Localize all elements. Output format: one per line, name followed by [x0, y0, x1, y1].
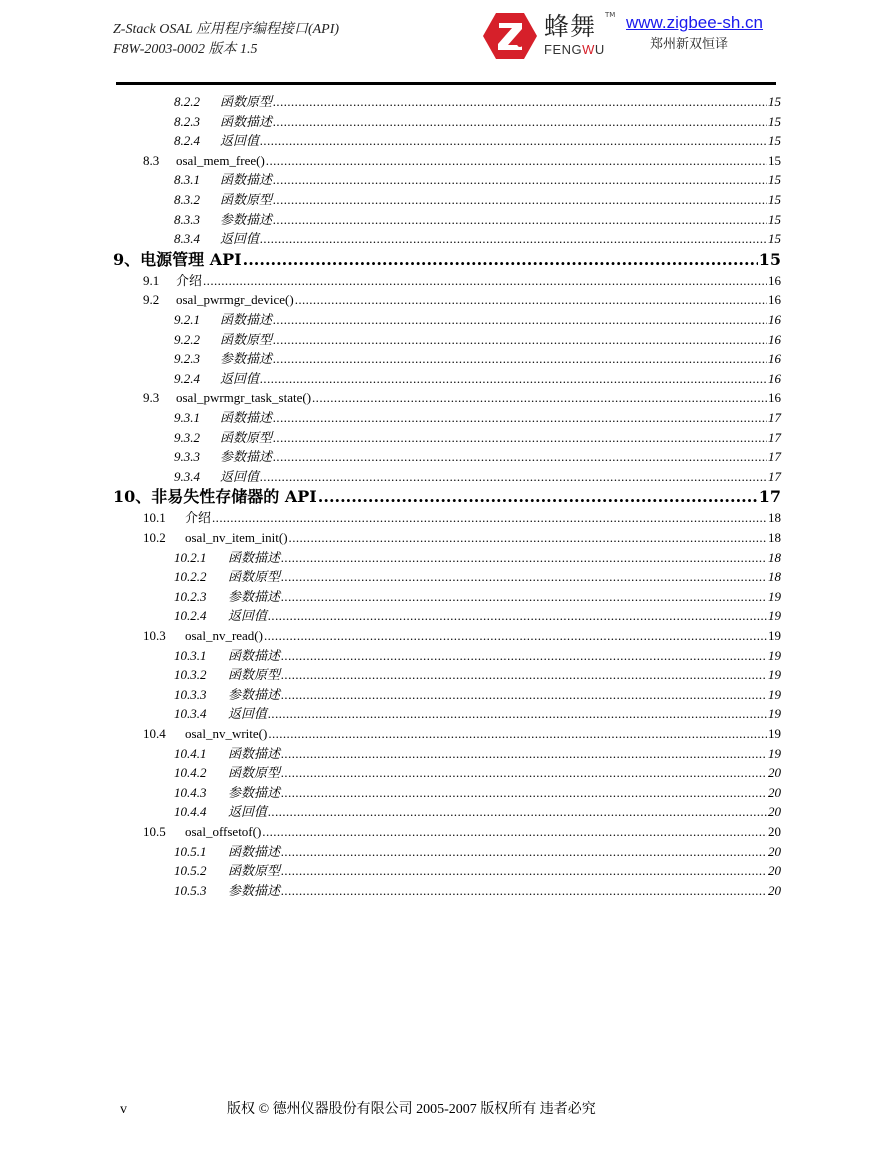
toc-entry-page: 15 [768, 192, 781, 207]
toc-chapter-entry[interactable] [113, 486, 781, 508]
toc-subsection-entry[interactable] [174, 862, 781, 880]
toc-section-entry[interactable] [143, 627, 781, 645]
toc-leader-dots [281, 588, 767, 606]
toc-entry-page: 16 [768, 351, 781, 367]
toc-entry-page: 19 [768, 628, 781, 643]
toc-entry-number: 10.3.4 [174, 706, 207, 722]
toc-entry-number: 10.4.4 [174, 804, 207, 820]
toc-leader-dots [260, 230, 767, 248]
toc-entry-title: 函数原型 [228, 569, 281, 585]
toc-entry-number: 8.2.4 [174, 133, 200, 149]
toc-entry-number: 8.3.1 [174, 172, 200, 188]
toc-entry-title: 参数描述 [228, 588, 281, 604]
toc-entry-title: osal_pwrmgr_device() [176, 292, 294, 308]
toc-entry-page: 19 [768, 608, 781, 624]
toc-entry-number: 10.3 [143, 628, 166, 643]
toc-entry-title: 返回值 [220, 231, 260, 247]
toc-leader-dots [273, 350, 767, 368]
translator-name: 郑州新双恒译 [650, 37, 729, 52]
toc-entry-page: 19 [768, 745, 781, 761]
toc-subsection-entry[interactable] [174, 409, 781, 427]
toc-entry-number: 9.2.1 [174, 312, 200, 327]
toc-entry-number: 10.3.2 [174, 667, 207, 683]
document-title: Z-Stack OSAL 应用程序编程接口(API) [113, 22, 340, 37]
toc-leader-dots [266, 152, 767, 170]
toc-leader-dots [264, 627, 767, 645]
toc-leader-dots [281, 764, 767, 782]
toc-entry-number: 10.5.1 [174, 843, 207, 859]
toc-entry-title: 返回值 [220, 370, 260, 386]
toc-entry-page: 19 [768, 667, 781, 683]
toc-entry-title: osal_nv_write() [185, 726, 268, 741]
toc-subsection-entry[interactable] [174, 607, 781, 625]
toc-leader-dots [312, 389, 767, 407]
page-number: v [120, 1102, 127, 1117]
toc-entry-title: 参数描述 [220, 211, 273, 227]
toc-entry-number: 10.2.2 [174, 569, 207, 585]
toc-entry-number: 10.3.3 [174, 686, 207, 702]
toc-entry-title: 非易失性存储器的 API [151, 487, 317, 507]
toc-leader-dots [281, 686, 767, 704]
toc-entry-title: 函数原型 [220, 331, 273, 347]
toc-entry-number: 8.3 [143, 152, 160, 168]
toc-entry-number: 10.4.3 [174, 784, 207, 800]
toc-subsection-entry[interactable] [174, 113, 781, 131]
logo-chinese-name: 蜂舞 [544, 12, 597, 41]
toc-entry-page: 19 [768, 686, 781, 702]
toc-entry-number: 9.2 [143, 292, 160, 308]
toc-entry-number: 9.3.2 [174, 429, 200, 445]
toc-entry-title: 函数描述 [228, 843, 281, 859]
toc-entry-page: 20 [768, 804, 781, 820]
toc-leader-dots [281, 784, 767, 802]
toc-entry-page: 17 [758, 487, 781, 507]
toc-entry-page: 18 [768, 510, 781, 526]
toc-chapter-entry[interactable] [113, 249, 781, 271]
toc-entry-title: 返回值 [228, 706, 268, 722]
toc-entry-number: 10.2.4 [174, 608, 207, 624]
toc-entry-number: 9.2.2 [174, 331, 200, 347]
toc-entry-title: osal_offsetof() [185, 824, 262, 839]
toc-subsection-entry[interactable] [174, 93, 781, 111]
toc-entry-number: 10.5.2 [174, 863, 207, 879]
toc-section-entry[interactable] [143, 823, 781, 841]
toc-entry-number: 10.4.2 [174, 765, 207, 781]
toc-entry-number: 8.2.2 [174, 94, 200, 109]
toc-entry-title: 函数原型 [220, 192, 273, 207]
toc-entry-title: 函数原型 [228, 667, 281, 683]
toc-entry-title: osal_pwrmgr_task_state() [176, 390, 312, 406]
toc-subsection-entry[interactable] [174, 331, 781, 349]
toc-entry-title: 函数描述 [220, 410, 273, 425]
toc-entry-title: 返回值 [228, 804, 268, 820]
toc-entry-page: 20 [768, 784, 781, 800]
toc-subsection-entry[interactable] [174, 230, 781, 248]
toc-entry-title: 参数描述 [228, 882, 281, 898]
toc-entry-page: 15 [768, 113, 781, 129]
toc-entry-page: 15 [768, 231, 781, 247]
fengwu-logo [482, 11, 620, 63]
toc-entry-title: 参数描述 [220, 351, 273, 367]
toc-leader-dots [268, 803, 767, 821]
toc-entry-page: 17 [768, 449, 781, 465]
toc-entry-page: 15 [758, 249, 781, 269]
toc-leader-dots [273, 409, 767, 427]
toc-entry-title: 函数描述 [228, 745, 281, 761]
toc-entry-title: 返回值 [220, 133, 260, 149]
toc-subsection-entry[interactable] [174, 588, 781, 606]
toc-subsection-entry[interactable] [174, 191, 781, 209]
toc-leader-dots [203, 272, 767, 290]
toc-entry-number: 10、 [113, 487, 152, 507]
document-version: F8W-2003-0002 版本 1.5 [113, 42, 258, 57]
header-divider [116, 82, 776, 85]
toc-entry-title: 函数原型 [228, 863, 281, 879]
toc-entry-page: 15 [768, 172, 781, 188]
toc-subsection-entry[interactable] [174, 171, 781, 189]
toc-leader-dots [273, 448, 767, 466]
toc-entry-number: 8.3.4 [174, 231, 200, 247]
logo-en-part: U [594, 42, 605, 57]
z-logo-icon [482, 11, 538, 61]
toc-subsection-entry[interactable] [174, 647, 781, 665]
toc-entry-number: 9.3.3 [174, 449, 200, 465]
toc-subsection-entry[interactable] [174, 549, 781, 567]
toc-entry-page: 16 [768, 390, 781, 406]
toc-section-entry[interactable] [143, 509, 781, 527]
toc-leader-dots [281, 549, 767, 567]
toc-leader-dots [281, 666, 767, 684]
toc-entry-number: 10.4.1 [174, 745, 207, 761]
toc-leader-dots [273, 171, 767, 189]
copyright-notice: 版权 © 德州仪器股份有限公司 2005-2007 版权所有 违者必究 [227, 1102, 596, 1117]
toc-entry-page: 16 [768, 370, 781, 386]
toc-leader-dots [281, 882, 767, 900]
toc-entry-page: 19 [768, 726, 781, 741]
toc-leader-dots [295, 291, 767, 309]
toc-entry-page: 20 [768, 863, 781, 879]
toc-subsection-entry[interactable] [174, 132, 781, 150]
toc-entry-page: 15 [768, 94, 781, 109]
toc-entry-page: 15 [768, 133, 781, 149]
toc-entry-title: 介绍 [185, 510, 212, 526]
toc-entry-page: 20 [768, 843, 781, 859]
toc-entry-title: 函数原型 [228, 765, 281, 781]
toc-entry-title: 函数描述 [220, 172, 273, 188]
toc-section-entry[interactable] [143, 272, 781, 290]
toc-entry-title: 函数描述 [220, 312, 273, 327]
toc-entry-title: 介绍 [176, 272, 203, 288]
toc-subsection-entry[interactable] [174, 784, 781, 802]
toc-entry-title: 参数描述 [220, 449, 273, 465]
logo-en-part: FENG [544, 42, 583, 57]
toc-entry-number: 10.1 [143, 510, 166, 526]
toc-entry-title: 参数描述 [228, 686, 281, 702]
toc-subsection-entry[interactable] [174, 350, 781, 368]
toc-section-entry[interactable] [143, 291, 781, 309]
toc-subsection-entry[interactable] [174, 686, 781, 704]
toc-entry-title: osal_nv_item_init() [185, 530, 288, 545]
toc-leader-dots [281, 843, 767, 861]
toc-entry-title: 函数描述 [228, 549, 281, 565]
toc-leader-dots [262, 823, 767, 841]
toc-entry-page: 17 [768, 429, 781, 445]
toc-entry-page: 15 [768, 211, 781, 227]
toc-leader-dots [281, 745, 767, 763]
toc-entry-number: 10.5 [143, 824, 166, 839]
toc-entry-title: 返回值 [220, 468, 260, 484]
toc-entry-title: 函数原型 [220, 94, 273, 109]
toc-entry-number: 10.2.1 [174, 549, 207, 565]
toc-leader-dots [273, 191, 767, 209]
toc-entry-title: 电源管理 API [140, 249, 242, 269]
toc-entry-number: 9、 [113, 249, 141, 269]
toc-leader-dots [260, 370, 767, 388]
toc-leader-dots [281, 647, 767, 665]
toc-entry-number: 10.4 [143, 726, 166, 741]
toc-section-entry[interactable] [143, 152, 781, 170]
toc-subsection-entry[interactable] [174, 568, 781, 586]
toc-entry-page: 18 [768, 569, 781, 585]
toc-leader-dots [273, 93, 767, 111]
toc-leader-dots [281, 568, 767, 586]
toc-entry-page: 19 [768, 706, 781, 722]
toc-entry-number: 9.2.4 [174, 370, 200, 386]
trademark-mark: TM [605, 11, 616, 19]
logo-english-name [544, 43, 605, 57]
toc-subsection-entry[interactable] [174, 803, 781, 821]
toc-entry-page: 20 [768, 882, 781, 898]
toc-subsection-entry[interactable] [174, 745, 781, 763]
document-header [113, 20, 339, 60]
logo-en-accent: W [582, 42, 595, 57]
toc-subsection-entry[interactable] [174, 666, 781, 684]
toc-section-entry[interactable] [143, 389, 781, 407]
toc-subsection-entry[interactable] [174, 211, 781, 229]
toc-subsection-entry[interactable] [174, 448, 781, 466]
toc-entry-page: 18 [768, 549, 781, 565]
toc-entry-page: 20 [768, 824, 781, 839]
toc-leader-dots [273, 331, 767, 349]
toc-subsection-entry[interactable] [174, 882, 781, 900]
toc-entry-page: 19 [768, 647, 781, 663]
toc-subsection-entry[interactable] [174, 764, 781, 782]
toc-leader-dots [260, 132, 767, 150]
toc-subsection-entry[interactable] [174, 468, 781, 486]
toc-subsection-entry[interactable] [174, 843, 781, 861]
toc-entry-title: 返回值 [228, 608, 268, 624]
toc-entry-page: 20 [768, 765, 781, 781]
toc-leader-dots [268, 607, 767, 625]
toc-subsection-entry[interactable] [174, 311, 781, 329]
toc-entry-page: 18 [768, 530, 781, 545]
toc-leader-dots [281, 862, 767, 880]
toc-leader-dots [318, 486, 758, 508]
toc-entry-title: 函数原型 [220, 429, 273, 445]
toc-leader-dots [273, 113, 767, 131]
toc-leader-dots [268, 705, 767, 723]
toc-entry-title: osal_mem_free() [176, 152, 265, 168]
toc-subsection-entry[interactable] [174, 370, 781, 388]
toc-subsection-entry[interactable] [174, 429, 781, 447]
toc-entry-page: 15 [768, 152, 781, 168]
toc-leader-dots [289, 529, 767, 547]
toc-entry-number: 9.3.1 [174, 410, 200, 425]
toc-entry-number: 8.3.2 [174, 192, 200, 207]
toc-entry-number: 8.2.3 [174, 113, 200, 129]
toc-entry-page: 16 [768, 292, 781, 308]
toc-leader-dots [212, 509, 767, 527]
toc-entry-page: 16 [768, 331, 781, 347]
toc-entry-page: 17 [768, 410, 781, 425]
toc-entry-title: 参数描述 [228, 784, 281, 800]
toc-entry-page: 19 [768, 588, 781, 604]
toc-entry-number: 9.2.3 [174, 351, 200, 367]
toc-entry-page: 17 [768, 468, 781, 484]
toc-entry-number: 10.5.3 [174, 882, 207, 898]
toc-entry-number: 10.3.1 [174, 647, 207, 663]
toc-entry-number: 9.3.4 [174, 468, 200, 484]
toc-leader-dots [243, 249, 758, 271]
toc-entry-number: 8.3.3 [174, 211, 200, 227]
toc-entry-number: 10.2.3 [174, 588, 207, 604]
toc-entry-title: 函数描述 [228, 647, 281, 663]
toc-entry-page: 16 [768, 272, 781, 288]
toc-entry-title: osal_nv_read() [185, 628, 263, 643]
toc-entry-number: 10.2 [143, 530, 166, 545]
website-link[interactable]: www.zigbee-sh.cn [626, 13, 764, 32]
toc-leader-dots [268, 725, 767, 743]
header-contact [626, 12, 776, 54]
toc-leader-dots [260, 468, 767, 486]
toc-entry-number: 9.1 [143, 272, 160, 288]
toc-leader-dots [273, 311, 767, 329]
toc-subsection-entry[interactable] [174, 705, 781, 723]
toc-entry-title: 函数描述 [220, 113, 273, 129]
toc-section-entry[interactable] [143, 529, 781, 547]
toc-leader-dots [273, 429, 767, 447]
toc-entry-number: 9.3 [143, 390, 160, 406]
toc-leader-dots [273, 211, 767, 229]
toc-entry-page: 16 [768, 312, 781, 327]
toc-section-entry[interactable] [143, 725, 781, 743]
